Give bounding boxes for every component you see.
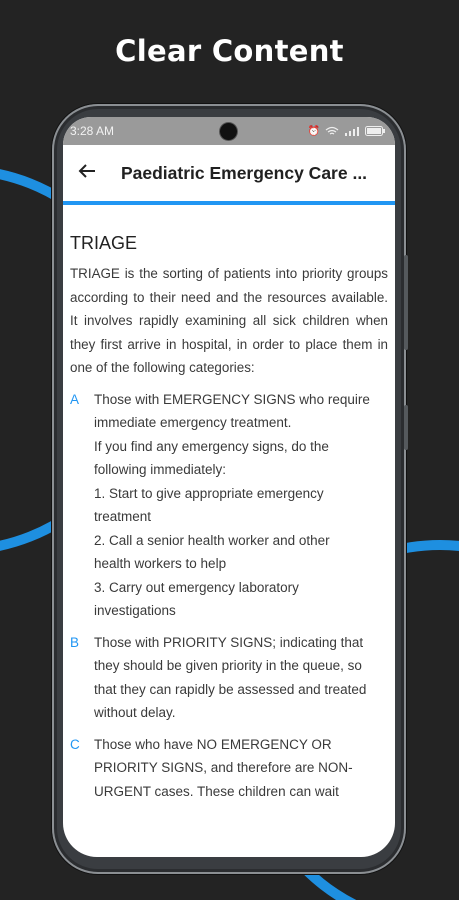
item-letter: C bbox=[70, 736, 80, 752]
item-line: 3. Carry out emergency laboratory investigations bbox=[94, 579, 299, 618]
signal-icon bbox=[344, 126, 360, 136]
list-item bbox=[70, 733, 388, 804]
app-bar bbox=[63, 145, 395, 205]
volume-button bbox=[404, 255, 408, 350]
page-title: Paediatric Emergency Care ... bbox=[120, 162, 368, 183]
item-letter: A bbox=[70, 391, 80, 407]
front-camera bbox=[220, 123, 237, 140]
item-text bbox=[94, 733, 388, 804]
item-line: Those who have NO EMERGENCY OR PRIORITY SIGNS, and therefore are NON-URGENT cases. These children can wait bbox=[94, 736, 353, 799]
item-line: 1. Start to give appropriate emergency treatment bbox=[94, 485, 324, 524]
article-content bbox=[63, 205, 395, 803]
alarm-icon: ⏰ bbox=[307, 125, 320, 137]
list-item bbox=[70, 388, 388, 623]
item-text bbox=[94, 388, 388, 623]
status-icons bbox=[308, 126, 385, 137]
intro-paragraph: TRIAGE is the sorting of patients into priority groups according to their need and the resources available. It involves rapidly examining all sick children when they first arrive in hospital, in order to place them in one of the following categories: bbox=[70, 266, 388, 375]
back-button[interactable] bbox=[67, 162, 107, 185]
item-line: 2. Call a senior health worker and other health workers to help bbox=[94, 532, 330, 571]
item-line: If you find any emergency signs, do the following immediately: bbox=[94, 438, 329, 477]
promo-headline: Clear Content bbox=[115, 34, 344, 68]
status-bar bbox=[63, 117, 395, 145]
list-item bbox=[70, 631, 388, 725]
wifi-icon bbox=[325, 126, 339, 136]
item-text bbox=[94, 631, 388, 725]
arrow-left-icon bbox=[78, 163, 96, 179]
power-button bbox=[404, 405, 408, 450]
item-line: Those with PRIORITY SIGNS; indicating that they should be given priority in the queue, so that they can rapidly be assessed and treated without delay. bbox=[94, 634, 367, 720]
battery-icon bbox=[365, 126, 385, 136]
item-letter: B bbox=[70, 634, 80, 650]
section-heading: TRIAGE bbox=[70, 233, 138, 253]
phone-screen bbox=[63, 117, 395, 857]
status-time: 3:28 AM bbox=[70, 124, 115, 138]
item-line: Those with EMERGENCY SIGNS who require immediate emergency treatment. bbox=[94, 391, 370, 430]
